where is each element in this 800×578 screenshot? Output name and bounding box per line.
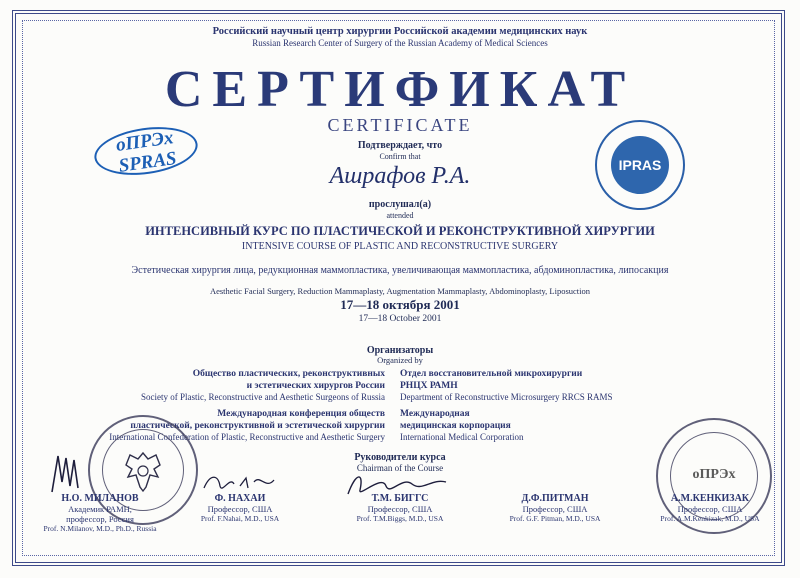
course-dates-en: 17—18 October 2001 xyxy=(358,314,442,324)
signatory-nahai xyxy=(180,494,300,524)
organizer-4-en: International Medical Corporation xyxy=(400,432,524,442)
issuer-name-ru: Российский научный центр хирургии Российской академии медицинских наук xyxy=(212,26,588,37)
signatory-pitman xyxy=(490,494,620,524)
organizer-2-line-2: РНЦХ РАМН xyxy=(400,381,458,391)
course-dates-ru: 17—18 октября 2001 xyxy=(340,297,460,312)
confirm-text-ru: Подтверждает, что xyxy=(357,140,443,151)
signatory-1-title-2: профессор, Россия xyxy=(66,514,134,524)
spras-logo-text: оПРЭх SPRAS xyxy=(114,127,178,177)
signatory-milanov xyxy=(30,494,170,534)
signatory-2-en: Prof. F.Nahai, M.D., USA xyxy=(200,514,280,523)
signatory-4-title: Профессор, США xyxy=(522,504,588,514)
organizers-heading-ru: Организаторы xyxy=(366,345,434,356)
attended-text-ru: прослушал(а) xyxy=(368,199,432,210)
right-stamp-core: оПРЭх xyxy=(692,467,736,483)
certificate-title-ru: СЕРТИФИКАТ xyxy=(164,61,636,118)
organizer-1-en: Society of Plastic, Reconstructive and Aesthetic Surgeons of Russia xyxy=(140,392,385,402)
organizer-1-line-1: Общество пластических, реконструктивных xyxy=(192,369,385,379)
chairmen-heading-ru: Руководители курса xyxy=(354,452,446,463)
signatory-3-name: Т.М. БИГГС xyxy=(371,493,429,504)
chairmen-heading-en: Chairman of the Course xyxy=(356,463,444,473)
recipient-name: Ашрафов Р.А. xyxy=(329,163,471,189)
course-title-ru: ИНТЕНСИВНЫЙ КУРС ПО ПЛАСТИЧЕСКОЙ И РЕКОНСТРУКТИВНОЙ ХИРУРГИИ xyxy=(145,224,655,238)
course-topics-en: Aesthetic Facial Surgery, Reduction Mammaplasty, Augmentation Mammaplasty, Abdominoplasty, Liposuction xyxy=(209,286,591,296)
organizer-2-line-1: Отдел восстановительной микрохирургии xyxy=(400,369,583,379)
organizer-russian-society xyxy=(140,368,385,403)
signatory-2-name: Ф. НАХАИ xyxy=(214,493,266,504)
organizer-3-line-1: Международная конференция обществ xyxy=(217,409,385,419)
signatory-1-title: Академик РАМН, xyxy=(68,504,132,514)
course-topics-ru: Эстетическая хирургия лица, редукционная маммопластика, увеличивающая маммопластика, абдоминопластика, липосакция xyxy=(131,265,669,276)
organizer-3-line-2: пластической, реконструктивной и эстетической хирургии xyxy=(130,421,385,431)
signatory-4-name: Д.Ф.ПИТМАН xyxy=(521,493,589,504)
signatory-kenkizak xyxy=(640,494,780,524)
ipras-logo-text: IPRAS xyxy=(611,136,669,194)
organizer-1-line-2: и эстетических хирургов России xyxy=(246,381,385,391)
signatory-2-title: Профессор, США xyxy=(207,504,273,514)
signatory-4-en: Prof. G.F. Pitman, M.D., USA xyxy=(509,514,601,523)
organizer-international-medical-corp xyxy=(400,408,660,443)
attended-text-en: attended xyxy=(386,211,414,220)
signatory-5-title: Профессор, США xyxy=(677,504,743,514)
organizer-4-line-1: Международная xyxy=(400,409,470,419)
signatory-5-name: А.М.КЕНКИЗАК xyxy=(670,493,750,504)
issuer-name-en: Russian Research Center of Surgery of the Russian Academy of Medical Sciences xyxy=(252,38,548,48)
signatory-biggs xyxy=(335,494,465,524)
signatory-1-en: Prof. N.Milanov, M.D., Ph.D., Russia xyxy=(43,524,157,533)
milanov-signature xyxy=(48,452,88,496)
double-headed-eagle-icon xyxy=(116,447,170,495)
certificate-title-en: CERTIFICATE xyxy=(327,115,473,135)
organizer-microsurgery-dept xyxy=(400,368,660,403)
organizer-2-en: Department of Reconstructive Microsurgery RRCS RAMS xyxy=(400,392,613,402)
signatory-1-name: Н.О. МИЛАНОВ xyxy=(61,493,139,504)
signatory-3-title: Профессор, США xyxy=(367,504,433,514)
signatory-5-en: Prof. A.M.Kenkizak, M.D., USA xyxy=(660,514,760,523)
confirm-text-en: Confirm that xyxy=(379,152,421,161)
organizers-heading-en: Organized by xyxy=(377,355,423,365)
organizer-3-en: International Confederation of Plastic, Reconstructive and Aesthetic Surgery xyxy=(109,432,385,442)
course-title-en: INTENSIVE COURSE OF PLASTIC AND RECONSTRUCTIVE SURGERY xyxy=(241,241,559,252)
signatory-3-en: Prof. T.M.Biggs, M.D., USA xyxy=(356,514,444,523)
organizer-4-line-2: медицинская корпорация xyxy=(400,421,511,431)
